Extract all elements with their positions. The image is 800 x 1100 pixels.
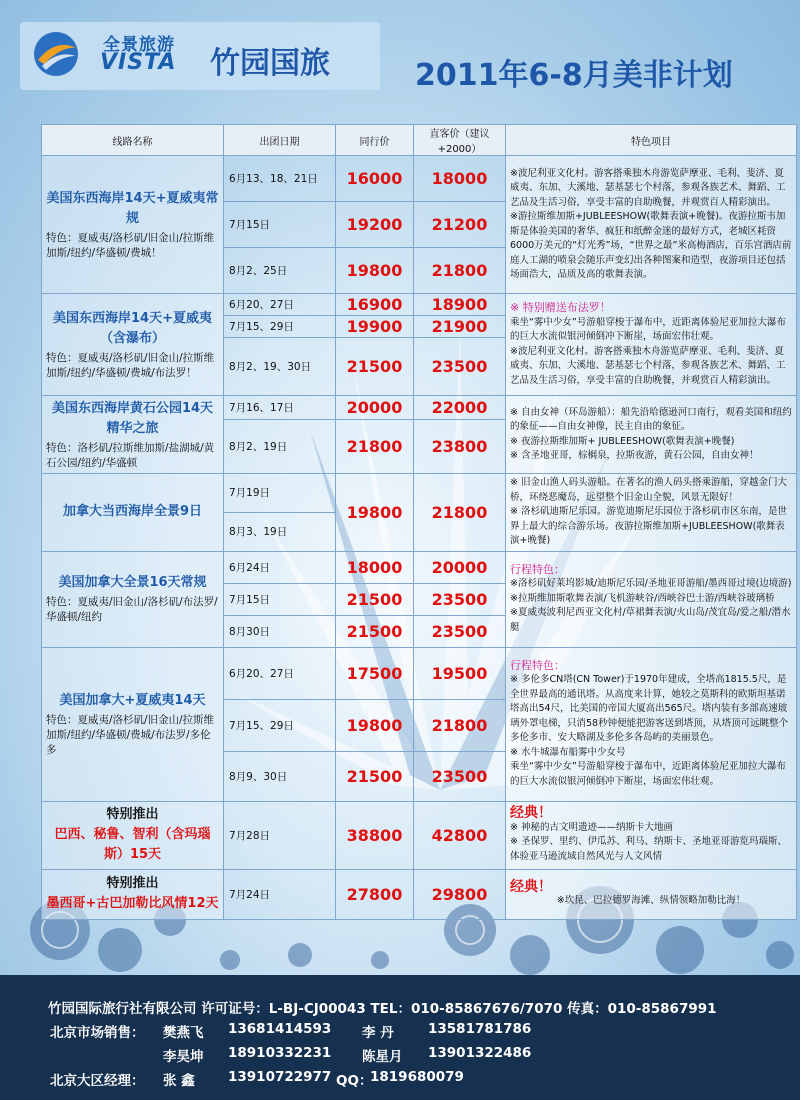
page-title: 2011年6-8月美非计划 xyxy=(415,58,733,93)
highlight-item: ※夏威夷波利尼西亚文化村/草裙舞表演/火山岛/茂宜岛/爱之船/潜水艇 xyxy=(510,607,791,633)
table-row xyxy=(42,396,797,420)
peer-price: 18000 xyxy=(336,551,414,583)
route-features: 特色：夏威夷/洛杉矶/旧金山/拉斯维加斯/纽约/华盛顿/费城！ xyxy=(46,231,215,259)
highlight-item: ※ 洛杉矶迪斯尼乐园。游览迪斯尼乐园位于洛杉矶市区东南，是世界上最大的综合游乐场。夜游拉斯维加斯+JUBLEESHOW(歌舞表演+晚餐) xyxy=(510,506,787,546)
route-features: 特色：洛杉矶/拉斯维加斯/盐湖城/黄石公园/纽约/华盛顿 xyxy=(46,441,215,469)
direct-price: 23500 xyxy=(414,583,506,615)
route-cell xyxy=(42,801,224,869)
departure-date: 8月9、30日 xyxy=(224,751,336,801)
peer-price: 16000 xyxy=(336,156,414,202)
table-row xyxy=(42,474,797,513)
route-features: 特色：夏威夷/洛杉矶/旧金山/拉斯维加斯/纽约/华盛顿/费城/布法罗/多伦多 xyxy=(46,713,215,756)
highlights-cell xyxy=(506,551,797,647)
company-info: 竹园国际旅行社有限公司 许可证号：L-BJ-CJ00043 TEL：010-85867676/7070 传真：010-85867991 xyxy=(48,1001,717,1017)
sales-label: 北京市场销售： xyxy=(50,1025,145,1041)
route-title: 墨西哥+古巴加勒比风情12天 xyxy=(46,896,219,911)
classic-badge: 经典！ xyxy=(510,878,552,895)
peer-price: 21500 xyxy=(336,338,414,396)
table-row xyxy=(42,801,797,869)
sales-name: 李 丹 xyxy=(362,1025,394,1041)
highlights-cell xyxy=(506,294,797,396)
logo-english-text: VISTA xyxy=(100,50,177,75)
direct-price: 20000 xyxy=(414,551,506,583)
sales-phone: 13581781786 xyxy=(428,1021,532,1037)
special-tag: 特别推出 xyxy=(106,876,159,891)
departure-date: 8月3、19日 xyxy=(224,512,336,551)
highlight-item: ※坎昆、巴拉德罗海滩、纵情领略加勒比海！ xyxy=(556,895,746,906)
peer-price: 21500 xyxy=(336,615,414,647)
direct-price: 21200 xyxy=(414,202,506,248)
sales-name: 樊燕飞 xyxy=(163,1025,204,1041)
departure-date: 7月28日 xyxy=(224,801,336,869)
route-cell xyxy=(42,294,224,396)
departure-date: 7月15、29日 xyxy=(224,699,336,751)
departure-date: 6月20、27日 xyxy=(224,294,336,316)
special-tag: 特别推出 xyxy=(106,807,159,822)
brand-name: 竹园国旅 xyxy=(210,46,330,81)
qq-label: QQ： xyxy=(336,1073,373,1089)
highlights-cell xyxy=(506,396,797,474)
departure-date: 6月24日 xyxy=(224,551,336,583)
route-cell xyxy=(42,551,224,647)
peer-price: 19800 xyxy=(336,699,414,751)
contact-footer xyxy=(0,975,800,1100)
sales-phone: 13901322486 xyxy=(428,1045,532,1061)
highlights-cell xyxy=(506,647,797,801)
peer-price: 19800 xyxy=(336,474,414,552)
direct-price: 22000 xyxy=(414,396,506,420)
direct-price: 23500 xyxy=(414,751,506,801)
logo-chinese-text: 全景旅游 xyxy=(103,35,175,55)
departure-date: 8月2、25日 xyxy=(224,248,336,294)
manager-label: 北京大区经理： xyxy=(50,1073,145,1089)
route-cell xyxy=(42,156,224,294)
highlight-item: ※ 旧金山渔人码头游船。在著名的渔人码头搭乘游船，穿越金门大桥，环绕恶魔岛，远望整个旧金山全貌，风景无限好！ xyxy=(510,477,787,503)
classic-badge: 经典！ xyxy=(510,805,552,821)
direct-price: 21900 xyxy=(414,316,506,338)
highlights-cell xyxy=(506,801,797,869)
direct-price: 23500 xyxy=(414,615,506,647)
highlights-cell xyxy=(506,869,797,919)
peer-price: 16900 xyxy=(336,294,414,316)
route-features: 特色：夏威夷/洛杉矶/旧金山/拉斯维加斯/纽约/华盛顿/费城/布法罗！ xyxy=(46,351,215,379)
manager-phone: 13910722977 xyxy=(228,1069,332,1085)
direct-price: 23500 xyxy=(414,338,506,396)
route-title: 美国东西海岸黄石公园14天精华之旅 xyxy=(51,400,214,436)
table-row xyxy=(42,869,797,919)
direct-price: 42800 xyxy=(414,801,506,869)
highlights-subtitle: 行程特色： xyxy=(510,658,565,672)
departure-date: 7月15日 xyxy=(224,583,336,615)
column-header-route: 线路名称 xyxy=(42,125,224,156)
globe-logo-icon xyxy=(32,30,80,78)
highlight-item: ※洛杉矶好莱坞影城/迪斯尼乐园/圣地亚哥游船/墨西哥过境(边境游) xyxy=(510,578,792,590)
peer-price: 27800 xyxy=(336,869,414,919)
peer-price: 21500 xyxy=(336,583,414,615)
qq-number: 1819680079 xyxy=(370,1069,464,1085)
highlight-item: ※游拉斯维加斯+JUBLEESHOW(歌舞表演+晚餐)。夜游拉斯韦加斯是体验美国的奢华、疯狂和纸醉金迷的最好方式，老城区耗资6000万美元的“灯光秀”场，“世界之最”米高梅酒店，百乐宫酒店前庭人工湖的喷泉会随乐声变幻出各种图案和造型，夜游项目还包括场面浩大，品质及高的歌舞表演。 xyxy=(510,211,792,280)
manager-name: 张 鑫 xyxy=(163,1073,195,1089)
departure-date: 6月20、27日 xyxy=(224,647,336,699)
departure-date: 7月24日 xyxy=(224,869,336,919)
highlight-item: ※波尼利亚文化村。游客搭乘独木舟游览萨摩亚、毛利、斐济、夏威夷、东加、大溪地、瑟基瑟七个村落，参观各族艺术、舞蹈、工艺品及生活习俗，享受丰富的自助晚餐，并观赏百人精彩演出。 xyxy=(510,345,786,386)
table-row xyxy=(42,551,797,583)
highlight-item: ※ 神秘的古文明遗迹——纳斯卡大地画 xyxy=(510,821,673,833)
direct-price: 18900 xyxy=(414,294,506,316)
highlights-cell xyxy=(506,156,797,294)
peer-price: 19800 xyxy=(336,248,414,294)
table-row xyxy=(42,647,797,699)
departure-date: 7月19日 xyxy=(224,474,336,513)
peer-price: 38800 xyxy=(336,801,414,869)
special-offer: ※ 特别赠送布法罗！ xyxy=(510,301,611,314)
direct-price: 23800 xyxy=(414,420,506,474)
departure-date: 8月2、19日 xyxy=(224,420,336,474)
route-title: 美国东西海岸14天+夏威夷常规 xyxy=(46,190,219,226)
route-cell xyxy=(42,647,224,801)
direct-price: 18000 xyxy=(414,156,506,202)
route-cell xyxy=(42,869,224,919)
direct-price: 29800 xyxy=(414,869,506,919)
departure-date: 7月15日 xyxy=(224,202,336,248)
table-header-row xyxy=(42,125,797,156)
highlights-subtitle: 行程特色： xyxy=(510,562,565,576)
highlights-cell xyxy=(506,474,797,552)
highlight-item: ※ 圣保罗、里约、伊瓜苏、利马、纳斯卡、圣地亚哥游览玛瑙斯、体验亚马逊流域自然风光与人文风情 xyxy=(510,836,787,862)
highlight-item: ※ 含圣地亚哥，棕榈泉，拉斯夜游，黄石公园，自由女神！ xyxy=(510,450,759,461)
route-title: 美国东西海岸14天+夏威夷（含瀑布） xyxy=(53,310,212,346)
direct-price: 19500 xyxy=(414,647,506,699)
route-cell xyxy=(42,396,224,474)
highlight-item: ※ 多伦多CN塔(CN Tower)于1970年建成，全塔高1815.5尺，是全世界最高的通讯塔。从高度来计算，她较之莫斯科的欧斯坦基诺塔高出54尺，比美国的帝国大厦高出565尺。塔内装有多部高速玻璃外罩电梯，只消58秒钟便能把游客送到塔顶，从塔顶可远眺整个多伦多市、安大略湖及多伦多各岛屿的美丽景色。 xyxy=(510,674,789,744)
route-cell xyxy=(42,474,224,552)
sales-phone: 18910332231 xyxy=(228,1045,332,1061)
direct-price: 21800 xyxy=(414,474,506,552)
peer-price: 19200 xyxy=(336,202,414,248)
highlight-item: ※拉斯维加斯歌舞表演/飞机游峡谷/西峡谷巴士游/西峡谷玻璃桥 xyxy=(510,592,775,604)
sales-phone: 13681414593 xyxy=(228,1021,332,1037)
column-header-direct-price: 直客价（建议+2000） xyxy=(414,125,506,156)
highlight-item: 乘坐“雾中少女”号游船穿梭于瀑布中，近距离体验尼亚加拉大瀑布的巨大水流似银河倾倒冲下断崖，场面宏伟壮观。 xyxy=(510,761,786,787)
departure-date: 6月13、18、21日 xyxy=(224,156,336,202)
highlight-item: ※ 水牛城瀑布船雾中少女号 xyxy=(510,746,626,758)
highlight-item: 乘坐“雾中少女”号游船穿梭于瀑布中，近距离体验尼亚加拉大瀑布的巨大水流似银河倾倒冲下断崖，场面宏伟壮观。 xyxy=(510,316,786,342)
column-header-date: 出团日期 xyxy=(224,125,336,156)
sales-name: 陈星月 xyxy=(362,1049,403,1065)
itinerary-table xyxy=(41,124,797,920)
peer-price: 21800 xyxy=(336,420,414,474)
route-features: 特色：夏威夷/旧金山/洛杉矶/布法罗/华盛顿/纽约 xyxy=(46,596,218,623)
departure-date: 8月2、19、30日 xyxy=(224,338,336,396)
peer-price: 20000 xyxy=(336,396,414,420)
direct-price: 21800 xyxy=(414,248,506,294)
peer-price: 21500 xyxy=(336,751,414,801)
column-header-highlights: 特色项目 xyxy=(506,125,797,156)
route-title: 美国加拿大+夏威夷14天 xyxy=(59,692,206,708)
sales-name: 李昊坤 xyxy=(163,1049,204,1065)
highlight-item: ※ 自由女神（环岛游船）：船先沿哈德逊河口南行，观看美国和纽约的象征——自由女神像，民主自由的象征。 xyxy=(510,406,792,432)
route-title: 加拿大当西海岸全景9日 xyxy=(62,504,203,520)
table-row xyxy=(42,294,797,316)
highlight-item: ※波尼利亚文化村。游客搭乘独木舟游览萨摩亚、毛利、斐济、夏威夷、东加、大溪地、瑟基瑟七个村落，参观各族艺术、舞蹈、工艺品及生活习俗，享受丰富的自助晚餐，并观赏百人精彩演出。 xyxy=(510,167,786,208)
table-row xyxy=(42,156,797,202)
departure-date: 7月16、17日 xyxy=(224,396,336,420)
route-title: 美国加拿大全景16天常规 xyxy=(58,575,207,590)
direct-price: 21800 xyxy=(414,699,506,751)
highlight-item: ※ 夜游拉斯维加斯+ JUBLEESHOW(歌舞表演+晚餐) xyxy=(510,435,735,447)
peer-price: 19900 xyxy=(336,316,414,338)
page-header xyxy=(0,0,800,100)
route-title: 巴西、秘鲁、智利（含玛瑙斯）15天 xyxy=(54,827,211,862)
departure-date: 8月30日 xyxy=(224,615,336,647)
column-header-peer-price: 同行价 xyxy=(336,125,414,156)
departure-date: 7月15、29日 xyxy=(224,316,336,338)
peer-price: 17500 xyxy=(336,647,414,699)
